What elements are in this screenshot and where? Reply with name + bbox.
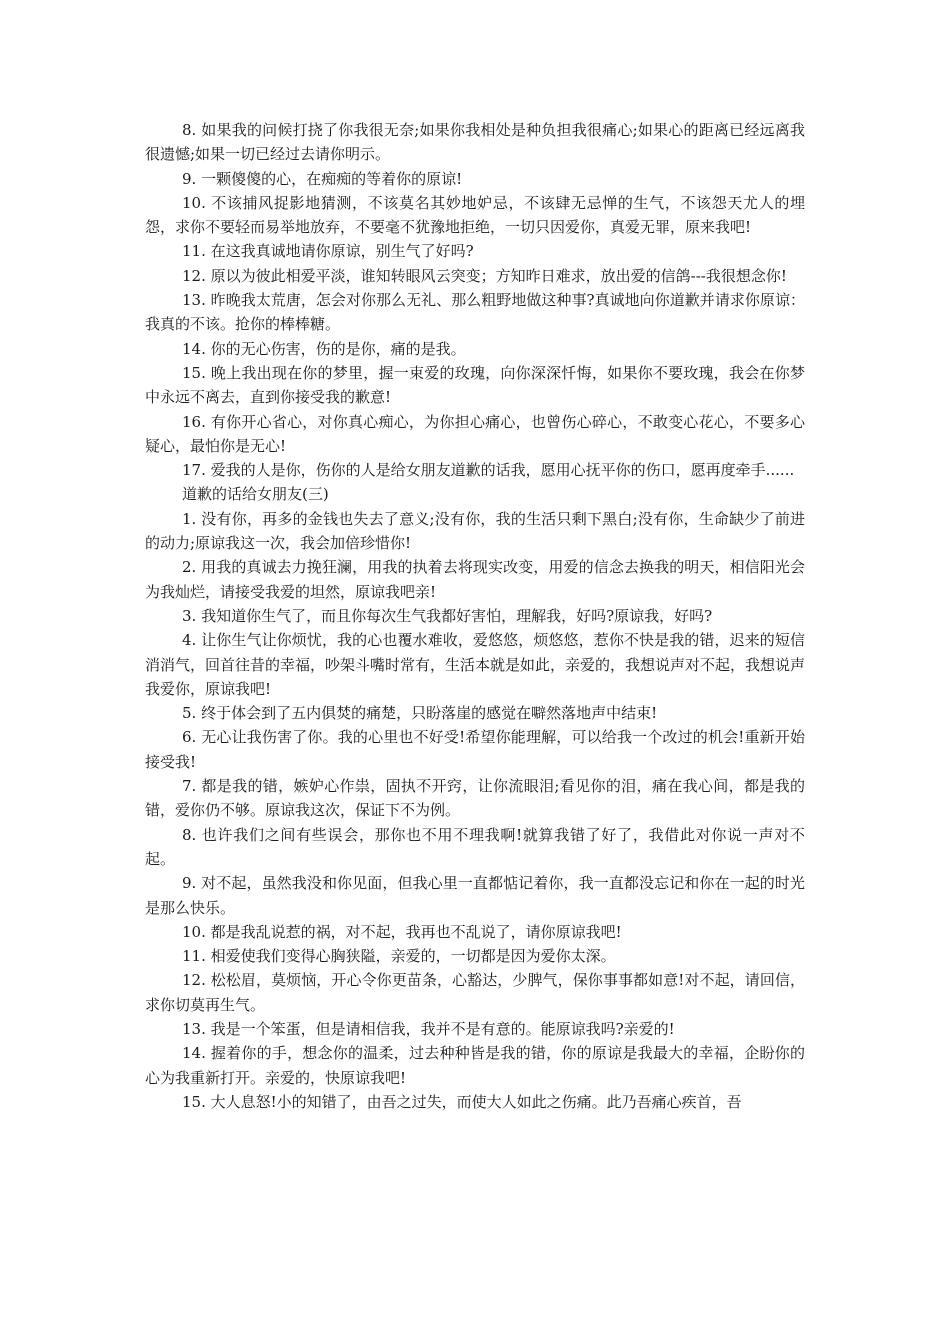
list-item: 7. 都是我的错，嫉妒心作祟，固执不开窍，让你流眼泪;看见你的泪，痛在我心间，都是我的错，爱你仍不够。原谅我这次，保证下不为例。 — [145, 777, 805, 820]
list-item: 8. 如果我的问候打挠了你我很无奈;如果你我相处是种负担我很痛心;如果心的距离已经远离我很遗憾;如果一切已经过去请你明示。 — [145, 121, 805, 164]
list-item: 17. 爱我的人是你，伤你的人是给女朋友道歉的话我，愿用心抚平你的伤口，愿再度牵手...... — [182, 461, 795, 480]
list-item: 13. 昨晚我太荒唐，怎会对你那么无礼、那么粗野地做这种事?真诚地向你道歉并请求你原谅：我真的不该。抢你的棒棒糖。 — [145, 291, 805, 334]
list-item: 11. 在这我真诚地请你原谅，别生气了好吗? — [182, 242, 474, 261]
list-item: 8. 也许我们之间有些误会，那你也不用不理我啊!就算我错了好了，我借此对你说一声对不起。 — [145, 825, 805, 868]
list-item: 10. 都是我乱说惹的祸，对不起，我再也不乱说了，请你原谅我吧! — [182, 922, 622, 941]
list-item: 11. 相爱使我们变得心胸狭隘，亲爱的，一切都是因为爱你太深。 — [182, 947, 616, 966]
list-item: 12. 松松眉，莫烦恼，开心令你更苗条，心豁达，少脾气，保你事事都如意!对不起，请回信，求你切莫再生气。 — [145, 971, 805, 1014]
list-item: 9. 一颗傻傻的心，在痴痴的等着你的原谅! — [182, 169, 463, 188]
document-body — [145, 118, 805, 1114]
list-item: 14. 握着你的手，想念你的温柔，过去种种皆是我的错，你的原谅是我最大的幸福，企盼你的心为我重新打开。亲爱的，快原谅我吧! — [145, 1044, 805, 1087]
list-item: 16. 有你开心省心，对你真心痴心，为你担心痛心，也曾伤心碎心，不敢变心花心，不要多心疑心，最怕你是无心! — [145, 412, 805, 455]
list-item: 9. 对不起，虽然我没和你见面，但我心里一直都惦记着你，我一直都没忘记和你在一起的时光是那么快乐。 — [145, 874, 805, 917]
list-item: 12. 原以为彼此相爱平淡，谁知转眼风云突变；方知昨日难求，放出爱的信鸽---我很想念你! — [182, 266, 787, 285]
list-item: 4. 让你生气让你烦忧，我的心也覆水难收，爱悠悠，烦悠悠，惹你不快是我的错，迟来的短信消消气，回首往昔的幸福，吵架斗嘴时常有，生活本就是如此，亲爱的，我想说声对不起，我想说声我爱你，原谅我吧! — [145, 631, 806, 698]
list-item: 15. 大人息怒!小的知错了，由吾之过失，而使大人如此之伤痛。此乃吾痛心疾首，吾 — [182, 1092, 742, 1111]
list-item: 2. 用我的真诚去力挽狂澜，用我的执着去将现实改变，用爱的信念去换我的明天，相信阳光会为我灿烂，请接受我爱的坦然，原谅我吧亲! — [145, 558, 805, 601]
section-heading: 道歉的话给女朋友(三) — [182, 485, 329, 504]
list-item: 13. 我是一个笨蛋，但是请相信我，我并不是有意的。能原谅我吗?亲爱的! — [182, 1019, 675, 1038]
list-item: 3. 我知道你生气了，而且你每次生气我都好害怕，理解我，好吗?原谅我，好吗? — [182, 606, 713, 625]
list-item: 5. 终于体会到了五内俱焚的痛楚，只盼落崖的感觉在噼然落地声中结束! — [182, 704, 658, 723]
list-item: 10. 不该捕风捉影地猜测，不该莫名其妙地妒忌，不该肆无忌惮的生气，不该怨天尤人的埋怨，求你不要轻而易举地放弃，不要毫不犹豫地拒绝，一切只因爱你，真爱无罪，原来我吧! — [145, 193, 805, 237]
list-item: 1. 没有你，再多的金钱也失去了意义;没有你，我的生活只剩下黑白;没有你，生命缺少了前进的动力;原谅我这一次，我会加倍珍惜你! — [145, 509, 805, 553]
list-item: 6. 无心让我伤害了你。我的心里也不好受!希望你能理解，可以给我一个改过的机会!重新开始接受我! — [145, 728, 805, 771]
list-item: 14. 你的无心伤害，伤的是你，痛的是我。 — [182, 339, 466, 358]
list-item: 15. 晚上我出现在你的梦里，握一束爱的玫瑰，向你深深忏悔，如果你不要玫瑰，我会在你梦中永远不离去，直到你接受我的歉意! — [145, 363, 805, 407]
